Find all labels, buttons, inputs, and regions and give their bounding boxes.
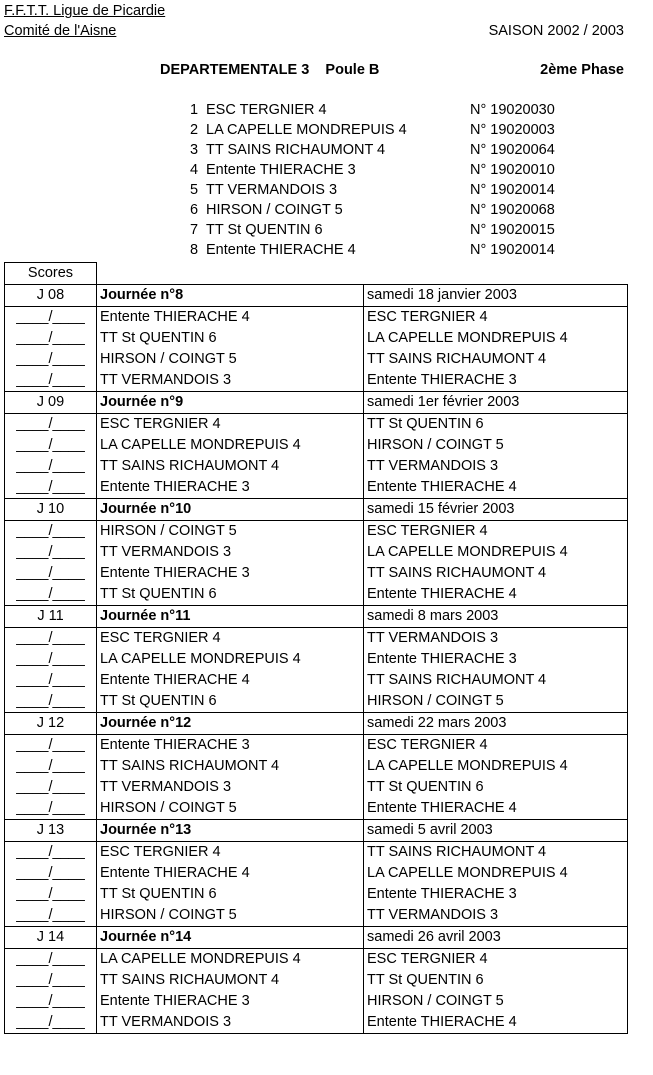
away-team: HIRSON / COINGT 5: [364, 435, 628, 456]
away-team: TT VERMANDOIS 3: [364, 628, 628, 650]
match-row: [5, 435, 628, 456]
team-name: ESC TERGNIER 4: [206, 102, 327, 118]
score-entry[interactable]: ____/____: [5, 328, 97, 349]
match-row: [5, 735, 628, 757]
score-entry[interactable]: ____/____: [5, 456, 97, 477]
round-title: Journée n°8: [97, 285, 364, 307]
score-entry[interactable]: ____/____: [5, 949, 97, 971]
committee-name: Comité de l'Aisne: [4, 23, 117, 39]
team-id: N° 19020064: [470, 142, 555, 158]
team-name: TT VERMANDOIS 3: [206, 182, 338, 198]
team-name: HIRSON / COINGT 5: [206, 202, 343, 218]
home-team: LA CAPELLE MONDREPUIS 4: [97, 949, 364, 971]
round-title: Journée n°11: [97, 606, 364, 628]
round-title: Journée n°14: [97, 927, 364, 949]
match-row: [5, 884, 628, 905]
score-entry[interactable]: ____/____: [5, 670, 97, 691]
home-team: ESC TERGNIER 4: [97, 628, 364, 650]
home-team: TT St QUENTIN 6: [97, 328, 364, 349]
round-header-row: [5, 820, 628, 842]
home-team: HIRSON / COINGT 5: [97, 905, 364, 927]
away-team: TT SAINS RICHAUMONT 4: [364, 563, 628, 584]
team-name: TT St QUENTIN 6: [206, 222, 323, 238]
match-row: [5, 521, 628, 543]
match-row: [5, 563, 628, 584]
home-team: TT SAINS RICHAUMONT 4: [97, 970, 364, 991]
round-date: samedi 5 avril 2003: [364, 820, 628, 842]
away-team: TT VERMANDOIS 3: [364, 905, 628, 927]
phase-label: 2ème Phase: [540, 62, 624, 78]
home-team: Entente THIERACHE 3: [97, 563, 364, 584]
home-team: HIRSON / COINGT 5: [97, 521, 364, 543]
match-row: [5, 307, 628, 329]
away-team: TT St QUENTIN 6: [364, 970, 628, 991]
score-entry[interactable]: ____/____: [5, 349, 97, 370]
round-code: J 10: [5, 499, 97, 521]
away-team: Entente THIERACHE 4: [364, 1012, 628, 1034]
match-row: [5, 649, 628, 670]
round-code: J 12: [5, 713, 97, 735]
match-row: [5, 628, 628, 650]
match-row: [5, 456, 628, 477]
match-row: [5, 863, 628, 884]
home-team: Entente THIERACHE 4: [97, 863, 364, 884]
home-team: HIRSON / COINGT 5: [97, 798, 364, 820]
score-entry[interactable]: ____/____: [5, 628, 97, 650]
team-id: N° 19020068: [470, 202, 555, 218]
away-team: TT SAINS RICHAUMONT 4: [364, 842, 628, 864]
home-team: TT VERMANDOIS 3: [97, 1012, 364, 1034]
team-number: 7: [190, 222, 199, 238]
round-date: samedi 18 janvier 2003: [364, 285, 628, 307]
scores-header-row: [5, 263, 628, 285]
team-id: N° 19020010: [470, 162, 555, 178]
team-number: 3: [190, 142, 199, 158]
team-number: 2: [190, 122, 199, 138]
round-date: samedi 8 mars 2003: [364, 606, 628, 628]
home-team: HIRSON / COINGT 5: [97, 349, 364, 370]
away-team: TT SAINS RICHAUMONT 4: [364, 349, 628, 370]
match-row: [5, 949, 628, 971]
score-entry[interactable]: ____/____: [5, 970, 97, 991]
team-id: N° 19020030: [470, 102, 555, 118]
away-team: Entente THIERACHE 4: [364, 477, 628, 499]
away-team: HIRSON / COINGT 5: [364, 691, 628, 713]
round-title: Journée n°13: [97, 820, 364, 842]
team-name: LA CAPELLE MONDREPUIS 4: [206, 122, 407, 138]
team-number: 4: [190, 162, 199, 178]
away-team: TT St QUENTIN 6: [364, 414, 628, 436]
team-id: N° 19020014: [470, 182, 555, 198]
score-entry[interactable]: ____/____: [5, 563, 97, 584]
team-number: 5: [190, 182, 199, 198]
home-team: LA CAPELLE MONDREPUIS 4: [97, 649, 364, 670]
match-row: [5, 349, 628, 370]
match-row: [5, 542, 628, 563]
score-entry[interactable]: ____/____: [5, 842, 97, 864]
home-team: ESC TERGNIER 4: [97, 842, 364, 864]
round-header-row: [5, 392, 628, 414]
round-title: Journée n°9: [97, 392, 364, 414]
score-entry[interactable]: ____/____: [5, 649, 97, 670]
away-team: LA CAPELLE MONDREPUIS 4: [364, 756, 628, 777]
team-number: 6: [190, 202, 199, 218]
schedule-table: [4, 262, 628, 1034]
round-code: J 11: [5, 606, 97, 628]
league-name: F.F.T.T. Ligue de Picardie: [4, 3, 166, 19]
match-row: [5, 370, 628, 392]
match-row: [5, 905, 628, 927]
round-date: samedi 22 mars 2003: [364, 713, 628, 735]
match-row: [5, 970, 628, 991]
round-header-row: [5, 499, 628, 521]
score-entry[interactable]: ____/____: [5, 477, 97, 499]
score-entry[interactable]: ____/____: [5, 521, 97, 543]
round-title: Journée n°12: [97, 713, 364, 735]
away-team: Entente THIERACHE 4: [364, 798, 628, 820]
team-number: 8: [190, 242, 199, 258]
team-id: N° 19020003: [470, 122, 555, 138]
team-name: TT SAINS RICHAUMONT 4: [206, 142, 386, 158]
division-title: DEPARTEMENTALE 3 Poule B: [160, 62, 380, 78]
score-entry[interactable]: ____/____: [5, 370, 97, 392]
round-code: J 13: [5, 820, 97, 842]
score-entry[interactable]: ____/____: [5, 584, 97, 606]
home-team: Entente THIERACHE 4: [97, 307, 364, 329]
score-entry[interactable]: ____/____: [5, 863, 97, 884]
away-team: Entente THIERACHE 3: [364, 649, 628, 670]
match-row: [5, 414, 628, 436]
score-entry[interactable]: ____/____: [5, 798, 97, 820]
round-header-row: [5, 606, 628, 628]
round-code: J 08: [5, 285, 97, 307]
home-team: TT St QUENTIN 6: [97, 584, 364, 606]
header-spacer: [364, 263, 628, 285]
home-team: Entente THIERACHE 3: [97, 991, 364, 1012]
home-team: TT St QUENTIN 6: [97, 884, 364, 905]
home-team: LA CAPELLE MONDREPUIS 4: [97, 435, 364, 456]
home-team: ESC TERGNIER 4: [97, 414, 364, 436]
away-team: LA CAPELLE MONDREPUIS 4: [364, 328, 628, 349]
score-entry[interactable]: ____/____: [5, 414, 97, 436]
match-row: [5, 777, 628, 798]
home-team: Entente THIERACHE 4: [97, 670, 364, 691]
round-header-row: [5, 927, 628, 949]
match-row: [5, 842, 628, 864]
match-row: [5, 1012, 628, 1034]
match-row: [5, 991, 628, 1012]
match-row: [5, 756, 628, 777]
round-date: samedi 1er février 2003: [364, 392, 628, 414]
away-team: TT SAINS RICHAUMONT 4: [364, 670, 628, 691]
away-team: LA CAPELLE MONDREPUIS 4: [364, 542, 628, 563]
home-team: TT VERMANDOIS 3: [97, 542, 364, 563]
home-team: Entente THIERACHE 3: [97, 735, 364, 757]
team-number: 1: [190, 102, 199, 118]
score-entry[interactable]: ____/____: [5, 735, 97, 757]
round-title: Journée n°10: [97, 499, 364, 521]
away-team: LA CAPELLE MONDREPUIS 4: [364, 863, 628, 884]
home-team: Entente THIERACHE 3: [97, 477, 364, 499]
team-id: N° 19020014: [470, 242, 555, 258]
score-entry[interactable]: ____/____: [5, 435, 97, 456]
round-header-row: [5, 713, 628, 735]
round-date: samedi 15 février 2003: [364, 499, 628, 521]
match-row: [5, 691, 628, 713]
match-row: [5, 477, 628, 499]
match-row: [5, 670, 628, 691]
away-team: HIRSON / COINGT 5: [364, 991, 628, 1012]
away-team: Entente THIERACHE 3: [364, 884, 628, 905]
score-entry[interactable]: ____/____: [5, 777, 97, 798]
away-team: ESC TERGNIER 4: [364, 949, 628, 971]
score-entry[interactable]: ____/____: [5, 691, 97, 713]
home-team: TT St QUENTIN 6: [97, 691, 364, 713]
score-entry[interactable]: ____/____: [5, 884, 97, 905]
season-label: SAISON 2002 / 2003: [488, 23, 624, 39]
score-entry[interactable]: ____/____: [5, 307, 97, 329]
round-code: J 09: [5, 392, 97, 414]
away-team: Entente THIERACHE 3: [364, 370, 628, 392]
away-team: TT VERMANDOIS 3: [364, 456, 628, 477]
home-team: TT SAINS RICHAUMONT 4: [97, 756, 364, 777]
team-name: Entente THIERACHE 4: [206, 242, 356, 258]
scores-header: Scores: [5, 263, 97, 285]
team-name: Entente THIERACHE 3: [206, 162, 356, 178]
home-team: TT VERMANDOIS 3: [97, 777, 364, 798]
score-entry[interactable]: ____/____: [5, 905, 97, 927]
score-entry[interactable]: ____/____: [5, 991, 97, 1012]
match-row: [5, 798, 628, 820]
round-code: J 14: [5, 927, 97, 949]
away-team: ESC TERGNIER 4: [364, 307, 628, 329]
match-row: [5, 328, 628, 349]
home-team: TT VERMANDOIS 3: [97, 370, 364, 392]
score-entry[interactable]: ____/____: [5, 542, 97, 563]
home-team: TT SAINS RICHAUMONT 4: [97, 456, 364, 477]
away-team: Entente THIERACHE 4: [364, 584, 628, 606]
round-date: samedi 26 avril 2003: [364, 927, 628, 949]
away-team: ESC TERGNIER 4: [364, 521, 628, 543]
score-entry[interactable]: ____/____: [5, 1012, 97, 1034]
match-row: [5, 584, 628, 606]
away-team: TT St QUENTIN 6: [364, 777, 628, 798]
round-header-row: [5, 285, 628, 307]
team-id: N° 19020015: [470, 222, 555, 238]
score-entry[interactable]: ____/____: [5, 756, 97, 777]
header-spacer: [97, 263, 364, 285]
away-team: ESC TERGNIER 4: [364, 735, 628, 757]
